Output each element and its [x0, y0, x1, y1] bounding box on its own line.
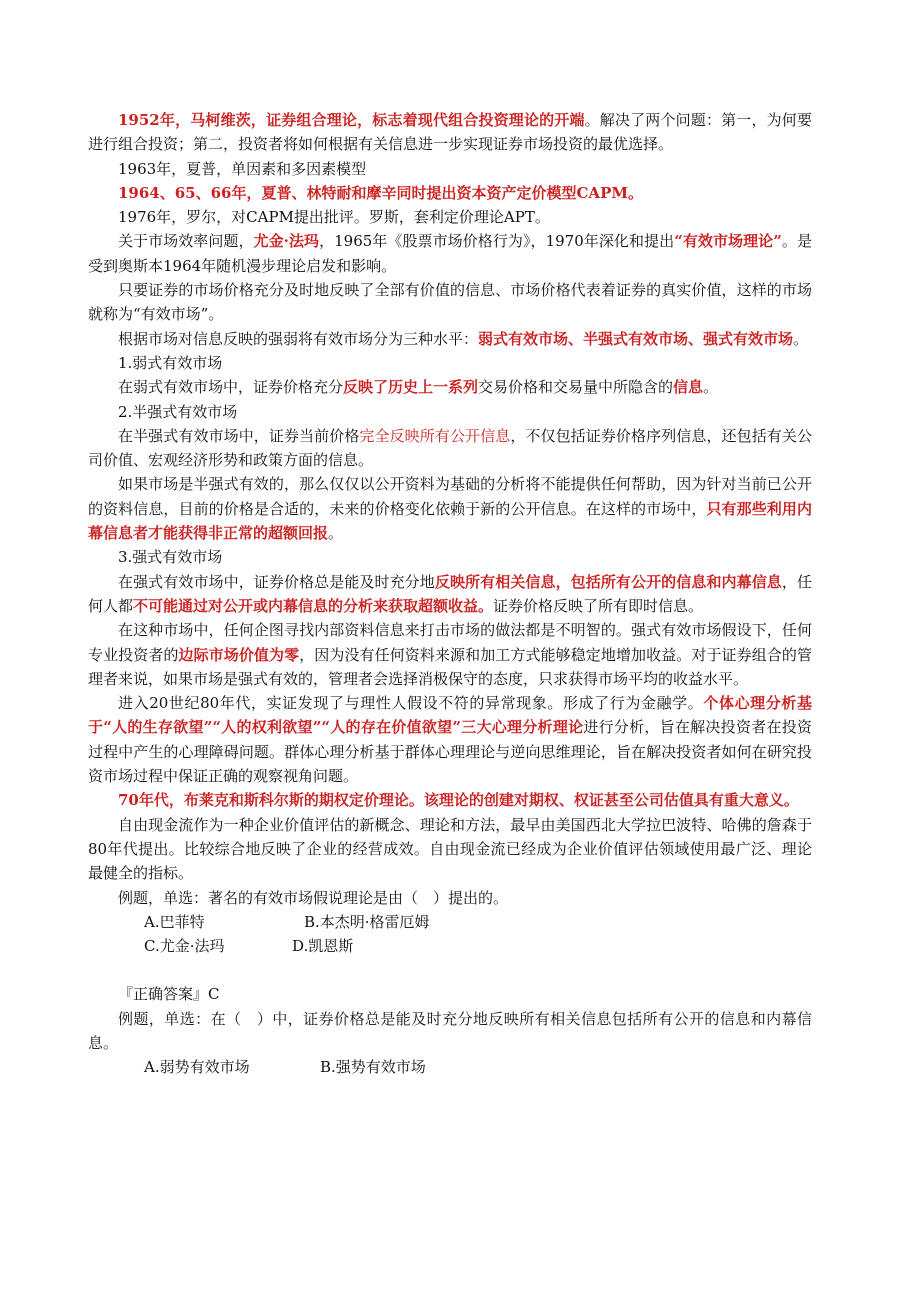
highlight-text: 信息: [673, 378, 704, 397]
highlight-text: 弱式有效市场、半强式有效市场、强式有效市场: [478, 329, 794, 348]
question-1-option-d: D.凯恩斯: [292, 937, 354, 956]
body-text: 在强式有效市场中，证券价格总是能及时充分地: [118, 572, 435, 591]
paragraph-sharpe-1963: 1963年，夏普，单因素和多因素模型: [118, 159, 367, 178]
highlight-text: 边际市场价值为零: [178, 645, 300, 664]
question-1-answer: 『正确答案』C: [118, 985, 220, 1004]
paragraph-semi-strong-detail: [88, 472, 812, 545]
highlight-text: 反映所有相关信息，包括所有公开的信息和内幕信息: [434, 572, 782, 591]
paragraph-capm: 1964、65、66年，夏普、林特耐和摩辛同时提出资本资产定价模型CAPM。: [118, 183, 643, 202]
body-text: 在弱式有效市场中，证券价格充分: [118, 378, 344, 397]
spacer: [88, 958, 812, 982]
question-2-option-a: A.弱势有效市场: [144, 1058, 250, 1077]
question-1-stem: 例题，单选：著名的有效市场假说理论是由（ ）提出的。: [118, 888, 509, 907]
body-text: 在这种市场中，任何企图寻找内部资料信息来打击市场的做法都是不明智的。强式有效市场假设下，任何专业投资者的: [88, 621, 812, 664]
body-text: 。: [793, 329, 809, 348]
body-text: ，任何人都: [88, 572, 812, 615]
highlight-text: 1952年，马柯维茨，证券组合理论，标志着现代组合投资理论的开端: [118, 111, 585, 129]
body-text: 。: [703, 378, 719, 397]
paragraph-option-pricing: 70年代，布莱克和斯科尔斯的期权定价理论。该理论的创建对期权、权证甚至公司估值具有重大意义。: [118, 791, 799, 810]
body-text: 如果市场是半强式有效的，那么仅仅以公开资料为基础的分析将不能提供任何帮助，因为针对当前已公开的资料信息，目前的价格是合适的，未来的价格变化依赖于新的公开信息。在这样的市场中，: [88, 475, 812, 518]
question-1-options-row-1: [88, 910, 812, 934]
heading-strong-form: 3.强式有效市场: [118, 548, 223, 567]
document-page: [88, 108, 812, 1080]
highlight-text: 完全反映所有公开信息: [359, 426, 511, 445]
body-text: ，因为没有任何资料来源和加工方式能够稳定地增加收益。对于证券组合的管理者来说，如果市场是强式有效的，管理者会选择消极保守的态度，只求获得市场平均的收益水平。: [88, 645, 812, 688]
heading-weak-form: 1.弱式有效市场: [118, 353, 223, 372]
highlight-text: 个体心理分析基于“人的生存欲望”“人的权利欲望”“人的存在价值欲望”三大心理分析理论: [88, 694, 812, 737]
question-1-option-c: C.尤金·法玛: [144, 937, 225, 956]
body-text: 。解决了两个问题：第一，为何要进行组合投资；第二，投资者将如何根据有关信息进一步实现证券市场投资的最优选择。: [88, 111, 812, 154]
body-text: ，不仅包括证券价格序列信息，还包括有关公司价值、宏观经济形势和政策方面的信息。: [88, 426, 812, 470]
paragraph-free-cash-flow: 自由现金流作为一种企业价值评估的新概念、理论和方法，最早由美国西北大学拉巴波特、哈佛的詹森于80年代提出。比较综合地反映了企业的经营成效。自由现金流已经成为企业价值评估领域使用最广泛、理论最健全的指标。: [88, 815, 812, 883]
body-text: 根据市场对信息反映的强弱将有效市场分为三种水平：: [118, 329, 479, 348]
heading-semi-strong-form: 2.半强式有效市场: [118, 402, 238, 421]
paragraph-fama: [88, 229, 812, 278]
question-1-options-row-2: [88, 934, 812, 958]
question-2-options-row-1: [88, 1055, 812, 1079]
body-text: 关于市场效率问题，: [118, 232, 254, 251]
paragraph-roll-ross: 1976年，罗尔，对CAPM提出批评。罗斯，套利定价理论APT。: [118, 208, 550, 227]
body-text: 进入20世纪80年代，实证发现了与理性人假设不符的异常现象。形成了行为金融学。: [118, 694, 704, 713]
body-text: 。是受到奥斯本1964年随机漫步理论启发和影响。: [88, 232, 812, 275]
body-text: 在半强式有效市场中，证券当前价格: [118, 426, 360, 445]
question-2-stem: 例题，单选：在（ ）中，证券价格总是能及时充分地反映所有相关信息包括所有公开的信息和内幕信息。: [88, 1009, 812, 1052]
highlight-text: 不可能通过对公开或内幕信息的分析来获取超额收益。: [133, 596, 494, 615]
paragraph-strong-form: [88, 570, 812, 619]
body-text: 。: [328, 524, 344, 543]
paragraph-behavioral-finance: [88, 691, 812, 788]
paragraph-three-levels: [88, 327, 812, 351]
question-1-option-a: A.巴菲特: [144, 912, 205, 931]
highlight-text: 只有那些利用内幕信息者才能获得非正常的超额回报: [88, 499, 812, 543]
highlight-text: 尤金·法玛: [253, 232, 320, 251]
body-text: 交易价格和交易量中所隐含的: [478, 378, 674, 397]
highlight-text: “有效市场理论”: [674, 232, 782, 251]
body-text: 证券价格反映了所有即时信息。: [493, 596, 704, 615]
highlight-text: 反映了历史上一系列: [343, 378, 479, 397]
body-text: 进行分析，旨在解决投资者在投资过程中产生的心理障碍问题。群体心理分析基于群体心理理论与逆向思维理论，旨在解决投资者如何在研究投资市场过程中保证正确的观察视角问题。: [88, 718, 812, 786]
question-2-option-b: B.强势有效市场: [320, 1058, 426, 1077]
body-text: ，1965年《股票市场价格行为》，1970年深化和提出: [319, 232, 675, 251]
question-1-option-b: B.本杰明·格雷厄姆: [304, 912, 430, 931]
paragraph-weak-form: [88, 375, 812, 399]
paragraph-strong-form-detail: [88, 618, 812, 691]
paragraph-efficient-market-definition: 只要证券的市场价格充分及时地反映了全部有价值的信息、市场价格代表着证券的真实价值，这样的市场就称为“有效市场”。: [88, 281, 812, 324]
paragraph-semi-strong-form: [88, 424, 812, 473]
paragraph-markowitz: [88, 108, 812, 157]
